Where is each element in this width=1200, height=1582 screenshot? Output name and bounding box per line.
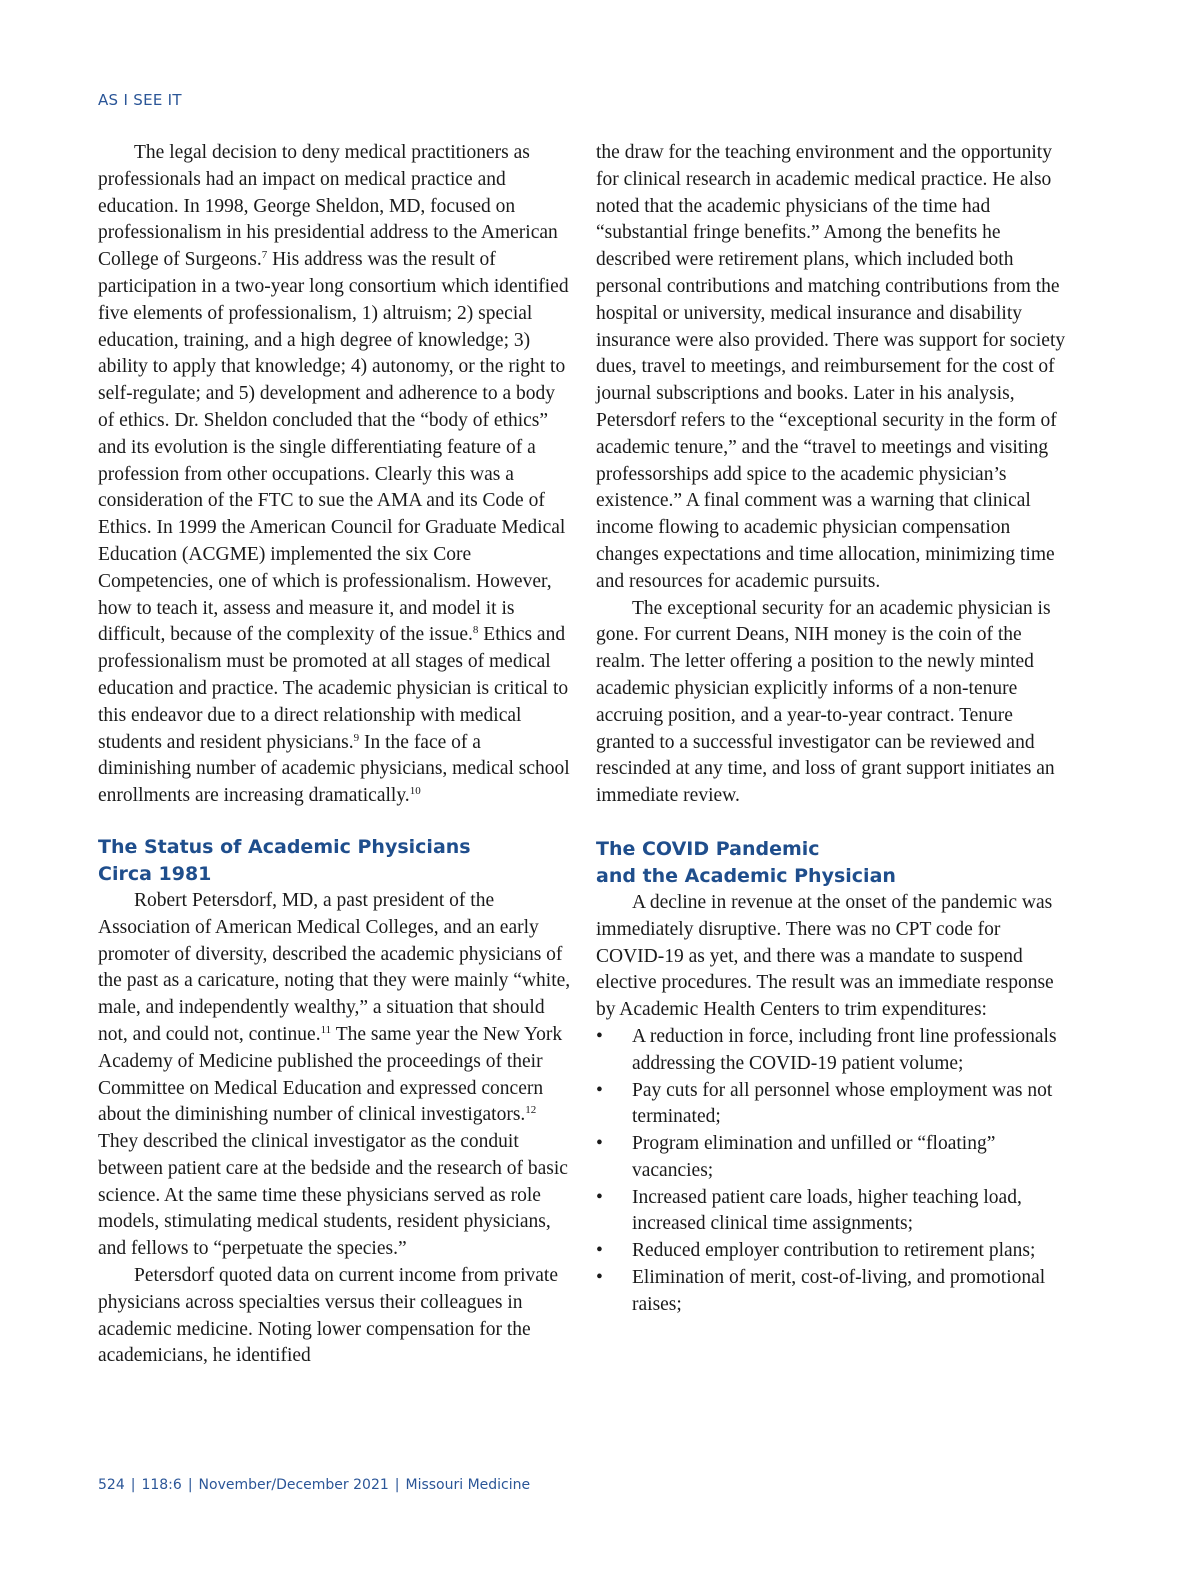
paragraph-professionalism: The legal decision to deny medical practitioners as professionals had an impact on medical practice and education. In 1998, George Sheldon, MD, focused on professionalism in his presidential address to the American College of Surgeons.$^7$ His address was the result of participation in a two-year long consortium which identified five elements of professionalism, 1) altruism; 2) special education, training, and a high degree of knowledge; 3) ability to apply that knowledge; 4) autonomy, or the right to self-regulate; and 5) development and adherence to a body of ethics. Dr. Sheldon concluded that the “body of ethics” and its evolution is the single differentiating feature of a profession from other occupations. Clearly this was a consideration of the FTC to sue the AMA and its Code of Ethics. In 1999 the American Council for Graduate Medical Education (ACGME) implemented the six Core Competencies, one of which is professionalism. However, how to teach it, assess and measure it, and model it is difficult, because of the complexity of the issue.$^8$ Ethics and professionalism must be promoted at all stages of medical education and practice. The academic physician is critical to this endeavor due to a direct relationship with medical students and resident physicians.$^9$ In the face of a diminishing number of academic physicians, medical school enrollments are increasing dramatically.$^{10}$ xyxy=(98,142,570,807)
issue-date: November/December 2021 xyxy=(198,1477,389,1493)
reference-8: 8 xyxy=(472,624,479,637)
bullet-icon: • xyxy=(596,1186,603,1208)
left-column xyxy=(98,140,574,1370)
footer-separator: | xyxy=(130,1477,136,1493)
section-label: AS I SEE IT xyxy=(98,91,182,109)
right-column xyxy=(596,140,1072,1319)
list-item: • A reduction in force, including front line professionals addressing the COVID-19 patient volume; xyxy=(596,1025,1057,1074)
section-heading-status-1981: The Status of Academic Physicians Circa 1981 xyxy=(98,835,471,885)
list-item: • Reduced employer contribution to retirement plans; xyxy=(596,1238,1072,1265)
footer-separator: | xyxy=(187,1477,193,1493)
bullet-icon: • xyxy=(596,1025,603,1047)
bullet-icon: • xyxy=(596,1079,603,1101)
paragraph-income-data: Petersdorf quoted data on current income from private physicians across specialties versus their colleagues in academic medicine. Noting lower compensation for the academicians, he identified xyxy=(98,1265,558,1367)
journal-name: Missouri Medicine xyxy=(405,1477,531,1493)
paragraph-covid-revenue: A decline in revenue at the onset of the pandemic was immediately disruptive. There was no CPT code for COVID-19 as yet, and there was a mandate to suspend elective procedures. The result was an immediate response by Academic Health Centers to trim expenditures: xyxy=(596,891,1054,1021)
reference-7: 7 xyxy=(261,249,268,262)
paragraph-fringe-benefits: the draw for the teaching environment and the opportunity for clinical research in academic medical practice. He also noted that the academic physicians of the time had “substantial fringe benefits.” Among the benefits he described were retirement plans, which included both personal contributions and matching contributions from the hospital or university, medical insurance and disability insurance were also provided. There was support for society dues, travel to meetings, and reimbursement for the cost of journal subscriptions and books. Later in his analysis, Petersdorf refers to the “exceptional security in the form of academic tenure,” and the “travel to meetings and visiting professorships add spice to the academic physician’s existence.” A final comment was a warning that clinical income flowing to academic physician compensation changes expectations and time allocation, minimizing time and resources for academic pursuits. xyxy=(596,142,1066,592)
expenditure-cuts-list xyxy=(596,1024,1072,1319)
reference-12: 12 xyxy=(525,1104,537,1117)
reference-10: 10 xyxy=(409,785,421,798)
bullet-icon: • xyxy=(596,1267,603,1289)
list-item: • Increased patient care loads, higher teaching load, increased clinical time assignments; xyxy=(596,1186,1022,1235)
footer-separator: | xyxy=(394,1477,400,1493)
list-item: • Pay cuts for all personnel whose employment was not terminated; xyxy=(596,1079,1053,1128)
reference-9: 9 xyxy=(353,731,360,744)
section-heading-covid: The COVID Pandemic and the Academic Physician xyxy=(596,837,896,887)
list-item: • Elimination of merit, cost-of-living, and promotional raises; xyxy=(596,1267,1046,1315)
volume-issue: 118:6 xyxy=(141,1477,182,1493)
paragraph-tenure: The exceptional security for an academic physician is gone. For current Deans, NIH money is the coin of the realm. The letter offering a position to the newly minted academic physician explicitly informs of a non-tenure accruing position, and a year-to-year contract. Tenure granted to a successful investigator can be reviewed and rescinded at any time, and loss of grant support initiates an immediate review. xyxy=(596,597,1055,807)
reference-11: 11 xyxy=(320,1023,332,1036)
bullet-icon: • xyxy=(596,1240,603,1262)
page-number: 524 xyxy=(98,1477,125,1493)
page-footer xyxy=(98,1477,530,1493)
bullet-icon: • xyxy=(596,1133,603,1155)
paragraph-petersdorf: Robert Petersdorf, MD, a past president of the Association of American Medical Colleges, and an early promoter of diversity, described the academic physicians of the past as a caricature, noting that they were mainly “white, male, and independently wealthy,” a situation that should not, and could not, continue.$^{11}$ The same year the New York Academy of Medicine published the proceedings of their Committee on Medical Education and expressed concern about the diminishing number of clinical investigators.$^{12}$ They described the clinical investigator as the conduit between patient care at the bedside and the research of basic science. At the same time these physicians served as role models, stimulating medical students, resident physicians, and fellows to “perpetuate the species.” xyxy=(98,889,571,1260)
list-item: • Program elimination and unfilled or “floating” vacancies; xyxy=(596,1133,996,1181)
